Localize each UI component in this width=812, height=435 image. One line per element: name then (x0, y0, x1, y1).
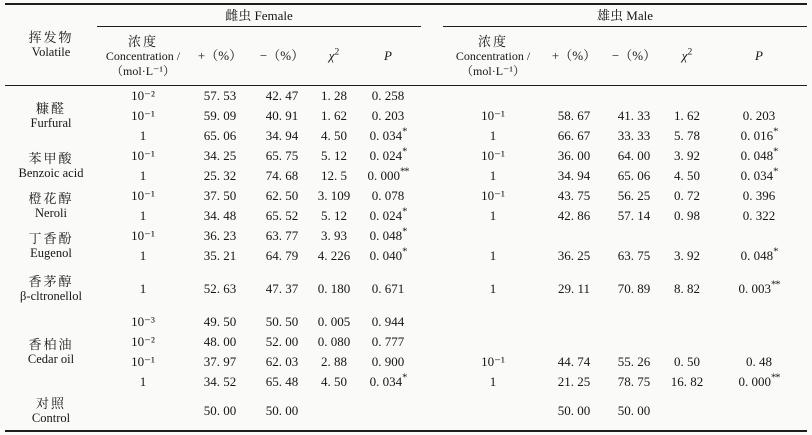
m-p-cell (711, 332, 807, 352)
volatile-label-neroli: 橙花醇 Neroli (28, 190, 74, 221)
m-minus-cell (605, 332, 663, 352)
f-plus-cell: 34. 52 (203, 374, 237, 390)
m-plus-cell: 29. 11 (558, 281, 591, 297)
f-minus-cell: 52. 00 (265, 334, 299, 350)
f-plus-cell: 50. 00 (203, 403, 237, 419)
m-chi-cell (663, 332, 711, 352)
f-conc-cell: 10⁻² (131, 88, 155, 104)
m-plus-cell: 66. 67 (557, 128, 591, 144)
female-conc-header: 浓度 Concentration / （mol·L⁻¹） (97, 27, 189, 86)
f-plus-cell: 37. 50 (203, 188, 237, 204)
m-minus-cell: 56. 25 (617, 188, 651, 204)
volatile-label-benzoic-acid: 苯甲酸 Benzoic acid (18, 150, 84, 181)
m-chi-cell: 5. 78 (674, 128, 701, 144)
m-minus-cell (605, 226, 663, 246)
m-plus-cell: 36. 00 (557, 148, 591, 164)
female-plus-header: +（%） (189, 27, 251, 86)
f-minus-cell: 74. 68 (265, 168, 299, 184)
f-p-cell: 0. 024* (369, 146, 407, 164)
f-chi-cell: 12. 5 (321, 168, 347, 184)
volatile-column-header (5, 4, 97, 86)
m-plus-cell: 44. 74 (557, 354, 591, 370)
f-plus-cell: 57. 53 (203, 88, 237, 104)
f-minus-cell: 40. 91 (265, 108, 299, 124)
m-chi-cell: 16. 82 (670, 374, 704, 390)
f-plus-cell: 52. 63 (203, 281, 237, 297)
f-minus-cell: 62. 50 (265, 188, 299, 204)
m-p-cell (711, 312, 807, 332)
table-row (5, 126, 807, 146)
table-row (5, 206, 807, 226)
female-group-header: 雌虫 Female (97, 4, 421, 27)
table-row (5, 226, 807, 246)
m-minus-cell: 50. 00 (617, 403, 651, 419)
f-chi-cell: 5. 12 (321, 148, 347, 164)
f-chi-cell: 0. 180 (317, 281, 351, 297)
female-minus-header: −（%） (251, 27, 313, 86)
m-minus-cell: 70. 89 (617, 281, 651, 297)
f-conc-cell: 10⁻² (131, 334, 155, 350)
m-conc-cell: 1 (489, 208, 497, 224)
table-row (5, 246, 807, 266)
f-minus-cell: 65. 52 (265, 208, 299, 224)
sub-header-row (5, 27, 807, 86)
male-chi-header: $\chi^2$ (663, 27, 711, 86)
f-plus-cell: 59. 09 (203, 108, 237, 124)
m-p-cell (711, 86, 807, 107)
m-conc-cell: 1 (489, 168, 497, 184)
f-conc-cell: 1 (139, 374, 147, 390)
f-p-cell: 0. 024* (369, 206, 407, 224)
m-p-cell: 0. 322 (742, 208, 776, 224)
f-p-cell: 0. 203 (371, 108, 405, 124)
m-minus-cell: 55. 26 (617, 354, 651, 370)
f-minus-cell: 50. 00 (265, 403, 299, 419)
m-chi-cell: 0. 72 (674, 188, 701, 204)
m-minus-cell: 41. 33 (617, 108, 651, 124)
table-row (5, 332, 807, 352)
gap-column (421, 86, 443, 432)
m-conc-cell: 1 (489, 248, 497, 264)
f-p-cell: 0. 258 (371, 88, 405, 104)
m-minus-cell: 65. 06 (617, 168, 651, 184)
f-plus-cell: 48. 00 (203, 334, 237, 350)
f-p-cell: 0. 034* (369, 126, 407, 144)
m-chi-cell: 0. 98 (674, 208, 701, 224)
f-p-cell: 0. 671 (371, 281, 405, 297)
volatile-label-citronellol: 香茅醇 β-cltronellol (20, 273, 82, 304)
male-minus-header: −（%） (605, 27, 663, 86)
m-plus-cell (543, 226, 605, 246)
f-chi-cell: 4. 226 (317, 248, 351, 264)
m-conc-cell: 10⁻¹ (481, 188, 505, 204)
m-plus-cell (543, 312, 605, 332)
male-plus-header: +（%） (543, 27, 605, 86)
m-conc-cell (443, 86, 543, 107)
f-conc-cell: 1 (139, 248, 147, 264)
table-row (5, 166, 807, 186)
m-plus-cell: 50. 00 (557, 403, 591, 419)
f-chi-cell: 1. 28 (321, 88, 347, 104)
f-chi-cell: 5. 12 (321, 208, 347, 224)
f-plus-cell: 49. 50 (203, 314, 237, 330)
table-row (5, 372, 807, 392)
m-p-cell: 0. 034* (740, 166, 778, 184)
f-chi-cell: 1. 62 (321, 108, 347, 124)
m-p-cell: 0. 000** (738, 372, 780, 390)
f-plus-cell: 34. 25 (203, 148, 237, 164)
male-p-header: P (711, 27, 807, 86)
f-p-cell (355, 392, 421, 431)
m-minus-cell (605, 86, 663, 107)
volatile-header-cn: 挥发物 (28, 29, 74, 45)
m-chi-cell: 3. 92 (674, 148, 701, 164)
f-p-cell: 0. 040* (369, 246, 407, 264)
m-minus-cell (605, 312, 663, 332)
m-minus-cell: 64. 00 (617, 148, 651, 164)
f-conc-cell: 1 (139, 208, 147, 224)
f-plus-cell: 37. 97 (203, 354, 237, 370)
table-row (5, 186, 807, 206)
m-chi-cell (663, 312, 711, 332)
table-row (5, 312, 807, 332)
f-conc-cell (97, 392, 189, 431)
table-row (5, 352, 807, 372)
f-chi-cell: 3. 93 (321, 228, 347, 244)
m-chi-cell (663, 226, 711, 246)
volatile-label-furfural: 糠醛 Furfural (30, 100, 72, 131)
f-conc-cell: 10⁻³ (131, 314, 155, 330)
f-minus-cell: 64. 79 (265, 248, 299, 264)
f-minus-cell: 65. 48 (265, 374, 299, 390)
table-row (5, 86, 807, 107)
f-plus-cell: 34. 48 (203, 208, 237, 224)
f-minus-cell: 63. 77 (265, 228, 299, 244)
m-chi-cell: 8. 82 (674, 281, 701, 297)
f-conc-cell: 10⁻¹ (131, 108, 155, 124)
f-p-cell: 0. 777 (371, 334, 405, 350)
f-p-cell: 0. 944 (371, 314, 405, 330)
table-row (5, 266, 807, 312)
f-chi-cell (313, 392, 355, 431)
f-chi-cell: 4. 50 (321, 128, 347, 144)
m-chi-cell: 3. 92 (674, 248, 701, 264)
m-chi-cell: 4. 50 (674, 168, 701, 184)
m-p-cell: 0. 203 (742, 108, 776, 124)
f-conc-cell: 10⁻¹ (131, 228, 155, 244)
m-conc-cell (443, 226, 543, 246)
m-p-cell: 0. 048* (740, 246, 778, 264)
f-conc-cell: 10⁻¹ (131, 354, 155, 370)
f-conc-cell: 10⁻¹ (131, 188, 155, 204)
f-conc-cell: 1 (139, 281, 147, 297)
f-minus-cell: 62. 03 (265, 354, 299, 370)
m-p-cell: 0. 48 (746, 354, 773, 370)
m-p-cell: 0. 048* (740, 146, 778, 164)
table-row (5, 392, 807, 431)
m-p-cell: 0. 016* (740, 126, 778, 144)
f-chi-cell: 0. 080 (317, 334, 351, 350)
m-conc-cell (443, 332, 543, 352)
f-p-cell: 0. 078 (371, 188, 405, 204)
m-p-cell: 0. 003** (738, 279, 780, 297)
group-header-row (5, 4, 807, 27)
m-plus-cell (543, 332, 605, 352)
f-plus-cell: 35. 21 (203, 248, 237, 264)
m-minus-cell: 78. 75 (617, 374, 651, 390)
m-minus-cell: 57. 14 (617, 208, 651, 224)
f-minus-cell: 42. 47 (265, 88, 299, 104)
f-p-cell: 0. 000** (367, 166, 409, 184)
m-conc-cell (443, 312, 543, 332)
m-conc-cell: 10⁻¹ (481, 108, 505, 124)
f-minus-cell: 65. 75 (265, 148, 299, 164)
f-plus-cell: 36. 23 (203, 228, 237, 244)
female-p-header: P (355, 27, 421, 86)
m-minus-cell: 63. 75 (617, 248, 651, 264)
m-plus-cell: 58. 67 (557, 108, 591, 124)
m-conc-cell: 10⁻¹ (481, 148, 505, 164)
volatile-label-eugenol: 丁香酚 Eugenol (28, 230, 74, 261)
f-minus-cell: 50. 50 (265, 314, 299, 330)
m-conc-cell: 1 (489, 128, 497, 144)
f-chi-cell: 0. 005 (317, 314, 351, 330)
female-chi-header: $\chi^2$ (313, 27, 355, 86)
m-conc-cell: 1 (489, 281, 497, 297)
male-group-header: 雄虫 Male (443, 4, 807, 27)
m-p-cell (711, 226, 807, 246)
table-row (5, 106, 807, 126)
f-conc-cell: 1 (139, 128, 147, 144)
m-p-cell (711, 392, 807, 431)
m-conc-cell: 10⁻¹ (481, 354, 505, 370)
m-chi-cell (663, 392, 711, 431)
f-chi-cell: 3. 109 (317, 188, 351, 204)
f-minus-cell: 47. 37 (265, 281, 299, 297)
table-row (5, 146, 807, 166)
f-p-cell: 0. 048* (369, 226, 407, 244)
f-p-cell: 0. 900 (371, 354, 405, 370)
m-conc-cell (443, 392, 543, 431)
f-chi-cell: 2. 88 (321, 354, 347, 370)
m-plus-cell: 34. 94 (557, 168, 591, 184)
f-plus-cell: 65. 06 (203, 128, 237, 144)
m-minus-cell: 33. 33 (617, 128, 651, 144)
volatile-response-table (5, 3, 807, 432)
f-plus-cell: 25. 32 (203, 168, 237, 184)
f-p-cell: 0. 034* (369, 372, 407, 390)
volatile-label-cedar-oil: 香柏油 Cedar oil (27, 336, 75, 367)
male-conc-header: 浓度 Concentration / （mol·L⁻¹） (443, 27, 543, 86)
m-plus-cell: 42. 86 (557, 208, 591, 224)
m-plus-cell: 21. 25 (557, 374, 591, 390)
group-gap (421, 4, 443, 86)
f-minus-cell: 34. 94 (265, 128, 299, 144)
m-conc-cell: 1 (489, 374, 497, 390)
m-plus-cell: 36. 25 (557, 248, 591, 264)
volatile-header-en: Volatile (31, 45, 71, 60)
volatile-label-control: 对照 Control (31, 395, 71, 426)
m-chi-cell (663, 86, 711, 107)
f-chi-cell: 4. 50 (321, 374, 347, 390)
m-p-cell: 0. 396 (742, 188, 776, 204)
m-plus-cell (543, 86, 605, 107)
m-plus-cell: 43. 75 (557, 188, 591, 204)
f-conc-cell: 1 (139, 168, 147, 184)
m-chi-cell: 1. 62 (674, 108, 701, 124)
f-conc-cell: 10⁻¹ (131, 148, 155, 164)
m-chi-cell: 0. 50 (674, 354, 701, 370)
